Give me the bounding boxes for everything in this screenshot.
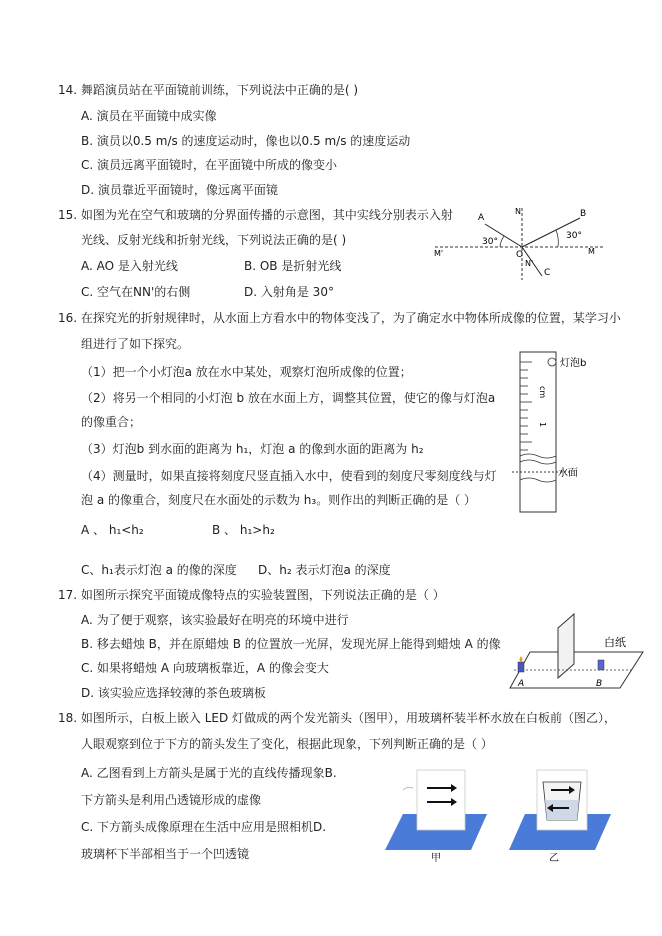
label-n-prime: N' (525, 259, 534, 268)
q15-option-d: D. 入射角是 30° (244, 285, 334, 299)
q16-step1: （1）把一个小灯泡a 放在水中某处，观察灯泡所成像的位置； (81, 365, 412, 379)
q16-step4-line1: （4）测量时，如果直接将刻度尺竖直插入水中，使看到的刻度尺零刻度线与灯 (81, 469, 497, 483)
q17-stem: 17. 如图所示探究平面镜成像特点的实验装置图，下列说法正确的是（ ） (58, 588, 445, 602)
q14-option-a: A. 演员在平面镜中成实像 (81, 109, 217, 123)
q16-step3: （3）灯泡b 到水面的距离为 h₁，灯泡 a 的像到水面的距离为 h₂ (81, 442, 424, 456)
figure-jia-label: 甲 (431, 853, 441, 864)
figure-yi-label: 乙 (549, 853, 559, 864)
q15-option-b: B. OB 是折射光线 (244, 259, 342, 273)
tick-label: 1 (538, 422, 547, 428)
q15-option-c: C. 空气在NN'的右侧 (81, 285, 191, 299)
q18-stem-line1: 18. 如图所示，白板上嵌入 LED 灯做成的两个发光箭头（图甲），用玻璃杯装半杯水放在白板前（图乙）， (58, 711, 617, 725)
q16-step2-line1: （2）将另一个相同的小灯泡 b 放在水面上方，调整其位置，使它的像与灯泡a (81, 391, 496, 405)
label-a: A (478, 213, 485, 223)
q15-stem-line2: 光线、反射光线和折射光线，下列说法正确的是( ) (81, 233, 347, 247)
flame-icon (520, 656, 523, 662)
q15-stem-line1: 15. 如图为光在空气和玻璃的分界面传播的示意图，其中实线分别表示入射 (58, 208, 453, 222)
q17-option-a: A. 为了便于观察，该实验最好在明亮的环境中进行 (81, 613, 349, 627)
q16-stem-line1: 16. 在探究光的折射规律时，从水面上方看水中的物体变浅了，为了确定水中物体所成像的位置，某学习小 (58, 311, 621, 325)
q14-option-c: C. 演员远离平面镜时，在平面镜中所成的像变小 (81, 158, 338, 172)
q16-option-a: A 、 h₁<h₂ (81, 523, 144, 537)
bulb-label: 灯泡b (560, 358, 587, 369)
label-candle-b: B (596, 679, 603, 689)
white-paper-label: 白纸 (604, 636, 626, 649)
candle-b-icon (598, 660, 604, 670)
q14-option-b: B. 演员以0.5 m/s 的速度运动时，像也以0.5 m/s 的速度运动 (81, 134, 411, 148)
unit-label: cm (538, 386, 547, 399)
q18-stem-line2: 人眼观察到位于下方的箭头发生了变化，根据此现象，下列判断正确的是（ ） (81, 737, 493, 751)
q16-option-b: B 、 h₁>h₂ (212, 523, 275, 537)
refraction-diagram (430, 200, 610, 280)
q16-option-c: C、h₁表示灯泡 a 的像的深度 (81, 563, 237, 577)
water-label: 水面 (558, 468, 578, 479)
label-n: N (515, 207, 521, 216)
q17-option-d: D. 该实验应选择较薄的茶色玻璃板 (81, 686, 266, 700)
label-m-prime: M' (434, 249, 444, 258)
label-o: O (516, 250, 524, 260)
q16-option-d: D、h₂ 表示灯泡a 的深度 (258, 563, 391, 577)
q15-option-a: A. AO 是入射光线 (81, 259, 178, 273)
label-m: M (588, 247, 595, 256)
bulb-b-icon (548, 358, 556, 366)
angle-label-right: 30° (566, 231, 582, 241)
q18-option-c-line2: 玻璃杯下半部相当于一个凹透镜 (81, 847, 250, 861)
candle-a-icon (518, 662, 524, 672)
label-b: B (580, 209, 587, 219)
q18-option-a-line2: 下方箭头是利用凸透镜形成的虚像 (81, 793, 262, 807)
ruler-water-diagram (512, 350, 622, 518)
whiteboard-jia (417, 770, 465, 830)
q18-option-a-line1: A. 乙图看到上方箭头是属于光的直线传播现象B. (81, 766, 337, 780)
q14-stem: 14. 舞蹈演员站在平面镜前训练，下列说法中正确的是( ) (58, 83, 359, 97)
q16-stem-line2: 组进行了如下探究。 (81, 337, 190, 351)
q18-option-c-line1: C. 下方箭头成像原理在生活中应用是照相机D. (81, 820, 327, 834)
label-c: C (544, 268, 551, 278)
q14-option-d: D. 演员靠近平面镜时，像远离平面镜 (81, 183, 278, 197)
q17-option-c: C. 如果将蜡烛 A 向玻璃板靠近，A 的像会变大 (81, 661, 329, 675)
plane-mirror-diagram (508, 612, 648, 692)
q16-step4-line2: 泡 a 的像重合，刻度尺在水面处的示数为 h₃。则作出的判断正确的是（ ） (81, 493, 477, 507)
angle-label-left: 30° (482, 237, 498, 247)
arrow-glass-diagram (385, 758, 620, 868)
q17-option-b: B. 移去蜡烛 B，并在原蜡烛 B 的位置放一光屏，发现光屏上能得到蜡烛 A 的像 (81, 637, 501, 651)
q16-step2-line2: 的像重合； (81, 415, 142, 429)
label-candle-a: A (518, 679, 525, 689)
